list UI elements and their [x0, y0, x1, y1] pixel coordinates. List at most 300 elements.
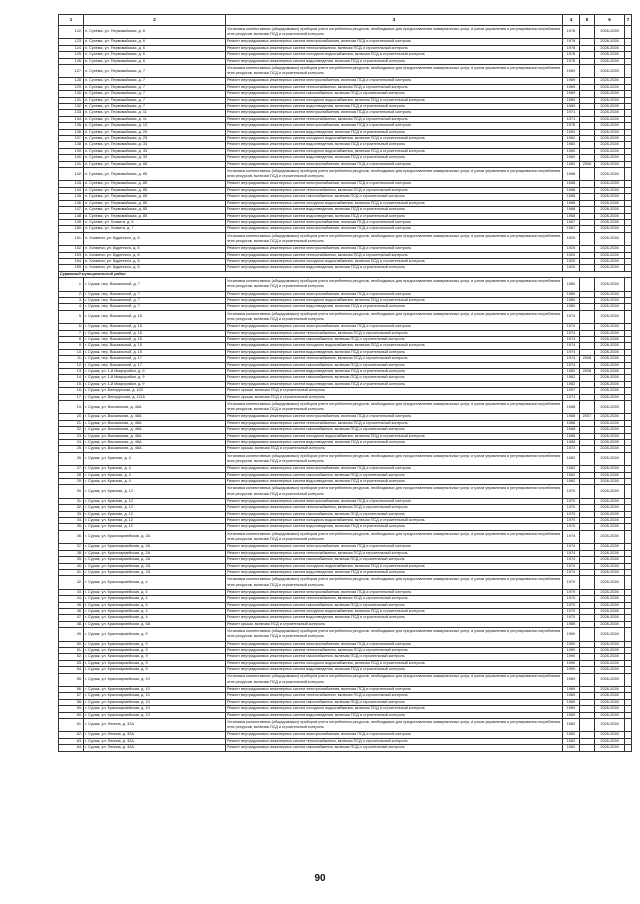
row-planned-period: 2026-2028 — [595, 116, 625, 122]
table-row — [59, 745, 632, 751]
row-address: г. Сураж, ул. Ленина, д. 32А — [84, 738, 226, 744]
row-number: 25. — [59, 446, 84, 452]
row-address: г. Сураж, ул. Красноармейская, д. 9 — [84, 647, 226, 653]
row-last-repair-year — [580, 485, 595, 498]
row-address: г. Сураж, ул. Красноармейская, д. 4 — [84, 602, 226, 608]
row-planned-period: 2026-2028 — [595, 433, 625, 439]
row-number: 142. — [59, 168, 84, 181]
section-title: Суражский муниципальный район — [59, 271, 632, 277]
row-planned-period: 2026-2028 — [595, 505, 625, 511]
table-row — [59, 168, 632, 181]
row-address: г. Сураж, ул. Красноармейская, д. 9 — [84, 641, 226, 647]
row-work-type: Ремонт внутридомовых инженерных систем газоснабжения, включая ПСД и строительный контроль — [226, 557, 563, 563]
row-work-type: Ремонт внутридомовых инженерных систем электроснабжения, включая ПСД и строительный контроль — [226, 544, 563, 550]
row-planned-period: 2026-2028 — [595, 576, 625, 589]
row-address: п. Холмечи, ул. Буденного, д. 6 — [84, 232, 226, 245]
row-commission-year: 1963 — [563, 129, 580, 135]
row-commission-year: 1960 — [563, 155, 580, 161]
row-address: г. Сураж, ул. Красная, д. 12 — [84, 485, 226, 498]
row-number: 136. — [59, 129, 84, 135]
row-planned-period: 2026-2028 — [595, 110, 625, 116]
row-planned-period: 2026-2028 — [595, 330, 625, 336]
row-work-type: Установка коллективных (общедомовых) приборов учета потребления ресурсов, необходимых для предоставления коммунальных услуг, и узлов управления и регулирования потребления этих ресурсов, включая ПСД и строительный контроль — [226, 65, 563, 78]
row-number: 50. — [59, 641, 84, 647]
row-number: 9. — [59, 343, 84, 349]
row-number: 15. — [59, 381, 84, 387]
row-last-repair-year — [580, 310, 595, 323]
row-number: 59. — [59, 706, 84, 712]
row-last-repair-year — [580, 745, 595, 751]
row-address: г. Сураж, ул. Вокзальная, д. 46А — [84, 446, 226, 452]
row-planned-period: 2026-2028 — [595, 78, 625, 84]
row-extra — [625, 530, 632, 543]
row-planned-period: 2026-2028 — [595, 673, 625, 686]
row-number: 141. — [59, 161, 84, 167]
row-address: г. Сураж, ул. Красноармейская, д. 2А — [84, 544, 226, 550]
row-number: 5. — [59, 310, 84, 323]
row-number: 31. — [59, 498, 84, 504]
row-last-repair-year — [580, 232, 595, 245]
row-address: г. Сураж, пер. Вокзальный, д. 15 — [84, 343, 226, 349]
row-commission-year: 1969 — [563, 97, 580, 103]
row-extra — [625, 718, 632, 731]
row-planned-period: 2026-2028 — [595, 628, 625, 641]
row-planned-period: 2026-2028 — [595, 660, 625, 666]
row-number: 135. — [59, 123, 84, 129]
row-planned-period: 2026-2028 — [595, 621, 625, 627]
row-work-type: Ремонт внутридомовых инженерных систем электроснабжения, включая ПСД и строительный контроль — [226, 466, 563, 472]
row-address: г. Сураж, пер. Вокзальный, д. 17 — [84, 356, 226, 362]
row-commission-year: 1978 — [563, 26, 580, 39]
row-number: 2. — [59, 291, 84, 297]
row-commission-year: 1978 — [563, 123, 580, 129]
row-commission-year: 1982 — [563, 375, 580, 381]
row-planned-period: 2026-2028 — [595, 26, 625, 39]
row-work-type: Ремонт внутридомовых инженерных систем водоотведения, включая ПСД и строительный контроль — [226, 155, 563, 161]
row-planned-period: 2026-2028 — [595, 375, 625, 381]
row-number: 14. — [59, 375, 84, 381]
row-commission-year: 1920 — [563, 258, 580, 264]
row-number: 8. — [59, 336, 84, 342]
row-planned-period: 2026-2028 — [595, 530, 625, 543]
table-row — [59, 65, 632, 78]
table-row — [59, 628, 632, 641]
row-commission-year: 1982 — [563, 381, 580, 387]
row-commission-year: 1974 — [563, 356, 580, 362]
row-planned-period: 2026-2028 — [595, 45, 625, 51]
row-planned-period: 2026-2028 — [595, 181, 625, 187]
row-commission-year: 1990 — [563, 667, 580, 673]
row-work-type: Ремонт внутридомовых инженерных систем газоснабжения, включая ПСД и строительный контроль — [226, 699, 563, 705]
row-address: п. Сухема, ул. Первомайская, д. 85 — [84, 181, 226, 187]
row-last-repair-year: 2008 — [580, 356, 595, 362]
row-address: п. Сухема, ул. Первомайская, д. 6 — [84, 26, 226, 39]
row-extra — [625, 452, 632, 465]
row-address: п. Холмечи, ул. Буденного, д. 6 — [84, 265, 226, 271]
row-planned-period: 2026-2028 — [595, 343, 625, 349]
row-address: г. Сураж, ул. Красноармейская, д. 9 — [84, 660, 226, 666]
row-planned-period: 2026-2028 — [595, 732, 625, 738]
row-last-repair-year: 2006 — [580, 161, 595, 167]
row-address: г. Сураж, ул. Красная, д. 12 — [84, 498, 226, 504]
row-last-repair-year: 2007 — [580, 414, 595, 420]
row-address: г. Сураж, ул. Вокзальная, д. 46А — [84, 401, 226, 414]
row-work-type: Ремонт внутридомовых инженерных систем теплоснабжения, включая ПСД и строительный контроль — [226, 647, 563, 653]
row-commission-year: 1971 — [563, 110, 580, 116]
row-address: г. Сураж, ул. Красноармейская, д. 2А — [84, 530, 226, 543]
table-header-row — [59, 15, 632, 26]
row-number: 58. — [59, 699, 84, 705]
row-commission-year: 1970 — [563, 576, 580, 589]
row-planned-period: 2026-2028 — [595, 602, 625, 608]
row-planned-period: 2026-2028 — [595, 58, 625, 64]
table-row — [59, 452, 632, 465]
row-planned-period: 2026-2028 — [595, 381, 625, 387]
row-address: г. Сураж, ул. Красноармейская, д. 9 — [84, 667, 226, 673]
row-commission-year: 1968 — [563, 440, 580, 446]
row-commission-year: 1968 — [563, 213, 580, 219]
row-number: 13. — [59, 369, 84, 375]
row-work-type: Ремонт внутридомовых инженерных систем электроснабжения, включая ПСД и строительный контроль — [226, 291, 563, 297]
row-address: г. Сураж, ул. Красная, д. 4 — [84, 466, 226, 472]
row-number: 49. — [59, 628, 84, 641]
row-commission-year: 1990 — [563, 628, 580, 641]
row-work-type: Ремонт внутридомовых инженерных систем электроснабжения, включая ПСД и строительный контроль — [226, 589, 563, 595]
row-planned-period: 2026-2028 — [595, 84, 625, 90]
row-planned-period: 2026-2028 — [595, 485, 625, 498]
row-work-type: Ремонт крыши, включая ПСД и строительный контроль — [226, 446, 563, 452]
row-planned-period: 2026-2028 — [595, 349, 625, 355]
row-number: 28. — [59, 472, 84, 478]
row-work-type: Ремонт внутридомовых инженерных систем теплоснабжения, включая ПСД и строительный контроль — [226, 550, 563, 556]
row-planned-period: 2026-2028 — [595, 452, 625, 465]
row-commission-year: 1974 — [563, 544, 580, 550]
row-planned-period: 2026-2028 — [595, 667, 625, 673]
row-work-type: Ремонт внутридомовых инженерных систем водоотведения, включая ПСД и строительный контроль — [226, 304, 563, 310]
row-extra — [625, 485, 632, 498]
row-commission-year: 1967 — [563, 226, 580, 232]
row-work-type: Установка коллективных (общедомовых) приборов учета потребления ресурсов, необходимых для предоставления коммунальных услуг, и узлов управления и регулирования потребления этих ресурсов, включая ПСД и строительный контроль — [226, 485, 563, 498]
row-work-type: Ремонт внутридомовых инженерных систем холодного водоснабжения, включая ПСД и строительный контроль — [226, 433, 563, 439]
row-planned-period: 2026-2028 — [595, 297, 625, 303]
row-last-repair-year — [580, 576, 595, 589]
row-planned-period: 2026-2028 — [595, 168, 625, 181]
row-extra — [625, 745, 632, 751]
row-extra — [625, 168, 632, 181]
row-number: 150. — [59, 226, 84, 232]
row-last-repair-year — [580, 452, 595, 465]
row-last-repair-year — [580, 65, 595, 78]
row-commission-year: 1967 — [563, 219, 580, 225]
row-work-type: Ремонт внутридомовых инженерных систем водоотведения, включая ПСД и строительный контроль — [226, 58, 563, 64]
row-last-repair-year — [580, 673, 595, 686]
row-last-repair-year — [580, 401, 595, 414]
row-work-type: Установка коллективных (общедомовых) приборов учета потребления ресурсов, необходимых для предоставления коммунальных услуг, и узлов управления и регулирования потребления этих ресурсов, включая ПСД и строительный контроль — [226, 530, 563, 543]
row-extra — [625, 26, 632, 39]
row-commission-year: 1969 — [563, 84, 580, 90]
row-address: г. Сураж, ул. Вокзальная, д. 46А — [84, 427, 226, 433]
row-work-type: Ремонт внутридомовых инженерных систем газоснабжения, включая ПСД и строительный контроль — [226, 91, 563, 97]
row-work-type: Ремонт внутридомовых инженерных систем водоотведения, включая ПСД и строительный контроль — [226, 207, 563, 213]
row-work-type: Ремонт внутридомовых инженерных систем теплоснабжения, включая ПСД и строительный контроль — [226, 252, 563, 258]
row-address: п. Сухема, ул. Первомайская, д. 7 — [84, 97, 226, 103]
row-number: 140. — [59, 155, 84, 161]
row-address: п. Сухема, ул. Первомайская, д. 6 — [84, 45, 226, 51]
row-planned-period: 2026-2028 — [595, 745, 625, 751]
row-planned-period: 2026-2028 — [595, 291, 625, 297]
row-planned-period: 2026-2028 — [595, 161, 625, 167]
row-planned-period: 2026-2028 — [595, 388, 625, 394]
row-work-type: Ремонт внутридомовых инженерных систем электроснабжения, включая ПСД и строительный контроль — [226, 414, 563, 420]
row-work-type: Ремонт внутридомовых инженерных систем водоотведения, включая ПСД и строительный контроль — [226, 615, 563, 621]
row-planned-period: 2026-2028 — [595, 596, 625, 602]
row-planned-period: 2026-2028 — [595, 65, 625, 78]
row-planned-period: 2026-2028 — [595, 356, 625, 362]
row-work-type: Ремонт внутридомовых инженерных систем электроснабжения, включая ПСД и строительный контроль — [226, 161, 563, 167]
row-address: п. Сухема, ул. Первомайская, д. 6 — [84, 39, 226, 45]
row-planned-period: 2026-2028 — [595, 104, 625, 110]
row-commission-year: 1960 — [563, 142, 580, 148]
row-commission-year: 1972 — [563, 446, 580, 452]
row-planned-period: 2026-2028 — [595, 129, 625, 135]
row-number: 133. — [59, 110, 84, 116]
row-number: 20. — [59, 414, 84, 420]
row-commission-year: 1969 — [563, 712, 580, 718]
row-address: п. Сухема, ул. Первомайская, д. 7 — [84, 78, 226, 84]
row-number: 26. — [59, 452, 84, 465]
row-number: 22. — [59, 427, 84, 433]
row-commission-year: 1974 — [563, 563, 580, 569]
row-address: п. Сухема, ул. Хозвита, д. 5 — [84, 219, 226, 225]
row-planned-period: 2026-2028 — [595, 569, 625, 575]
row-number: 124. — [59, 45, 84, 51]
row-number: 42. — [59, 576, 84, 589]
row-planned-period: 2026-2028 — [595, 466, 625, 472]
row-work-type: Ремонт внутридомовых инженерных систем электроснабжения, включая ПСД и строительный контроль — [226, 78, 563, 84]
row-address: п. Сухема, ул. Хозвита, д. 7 — [84, 226, 226, 232]
row-last-repair-year — [580, 628, 595, 641]
row-number: 56. — [59, 686, 84, 692]
row-number: 10. — [59, 349, 84, 355]
row-planned-period: 2026-2028 — [595, 641, 625, 647]
row-address: п. Сухема, ул. Первомайская, д. 33 — [84, 142, 226, 148]
row-extra — [625, 401, 632, 414]
row-address: г. Сураж, ул. Вокзальная, д. 46А — [84, 433, 226, 439]
row-address: г. Сураж, ул. Красноармейская, д. 10 — [84, 712, 226, 718]
row-number: 153. — [59, 252, 84, 258]
row-address: п. Сухема, ул. Первомайская, д. 7 — [84, 91, 226, 97]
row-work-type: Ремонт внутридомовых инженерных систем теплоснабжения, включая ПСД и строительный контроль — [226, 187, 563, 193]
row-number: 138. — [59, 142, 84, 148]
row-address: п. Сухема, ул. Первомайская, д. 6 — [84, 52, 226, 58]
page-number: 90 — [314, 873, 326, 884]
row-number: 40. — [59, 563, 84, 569]
row-commission-year: 1962 — [563, 479, 580, 485]
row-work-type: Ремонт внутридомовых инженерных систем водоотведения, включая ПСД и строительный контроль — [226, 213, 563, 219]
row-address: п. Холмечи, ул. Буденного, д. 6 — [84, 258, 226, 264]
row-work-type: Ремонт внутридомовых инженерных систем электроснабжения, включая ПСД и строительный контроль — [226, 324, 563, 330]
row-number: 21. — [59, 420, 84, 426]
row-work-type: Ремонт внутридомовых инженерных систем теплоснабжения, включая ПСД и строительный контроль — [226, 505, 563, 511]
header-cell-5: 5 — [580, 15, 595, 26]
row-work-type: Ремонт внутридомовых инженерных систем электроснабжения, включая ПСД и строительный контроль — [226, 181, 563, 187]
row-commission-year: 1974 — [563, 310, 580, 323]
row-last-repair-year: 2008 — [580, 369, 595, 375]
row-work-type: Ремонт внутридомовых инженерных систем теплоснабжения, включая ПСД и строительный контроль — [226, 420, 563, 426]
row-number: 130. — [59, 91, 84, 97]
row-planned-period: 2026-2028 — [595, 479, 625, 485]
row-number: 129. — [59, 84, 84, 90]
row-work-type: Ремонт крыши, включая ПСД и строительный контроль — [226, 621, 563, 627]
row-commission-year: 1970 — [563, 485, 580, 498]
row-work-type: Ремонт внутридомовых инженерных систем холодного водоснабжения, включая ПСД и строительный контроль — [226, 608, 563, 614]
row-commission-year: 1990 — [563, 641, 580, 647]
header-cell-3: 3 — [226, 15, 563, 26]
row-commission-year: 1997 — [563, 388, 580, 394]
table-row — [59, 485, 632, 498]
row-planned-period: 2026-2028 — [595, 194, 625, 200]
row-number: 123. — [59, 39, 84, 45]
row-planned-period: 2026-2028 — [595, 550, 625, 556]
row-work-type: Ремонт внутридомовых инженерных систем теплоснабжения, включая ПСД и строительный контроль — [226, 84, 563, 90]
row-commission-year: 1974 — [563, 557, 580, 563]
table-row — [59, 401, 632, 414]
row-number: 139. — [59, 148, 84, 154]
row-work-type: Ремонт внутридомовых инженерных систем газоснабжения, включая ПСД и строительный контроль — [226, 511, 563, 517]
row-planned-period: 2026-2028 — [595, 252, 625, 258]
row-work-type: Ремонт внутридомовых инженерных систем теплоснабжения, включая ПСД и строительный контроль — [226, 356, 563, 362]
row-commission-year: 1968 — [563, 168, 580, 181]
row-number: 16. — [59, 388, 84, 394]
table-body — [59, 26, 632, 752]
row-commission-year: 1969 — [563, 91, 580, 97]
row-work-type: Ремонт внутридомовых инженерных систем электроснабжения, включая ПСД и строительный контроль — [226, 219, 563, 225]
row-commission-year: 1970 — [563, 498, 580, 504]
row-commission-year: 1974 — [563, 330, 580, 336]
row-commission-year: 1969 — [563, 104, 580, 110]
row-work-type: Ремонт внутридомовых инженерных систем электроснабжения, включая ПСД и строительный контроль — [226, 498, 563, 504]
row-number: 147. — [59, 207, 84, 213]
row-number: 30. — [59, 485, 84, 498]
row-address: г. Сураж, ул. Вокзальная, д. 46А — [84, 420, 226, 426]
row-number: 55. — [59, 673, 84, 686]
row-planned-period: 2026-2028 — [595, 394, 625, 400]
row-number: 148. — [59, 213, 84, 219]
row-commission-year: 1968 — [563, 401, 580, 414]
row-number: 122. — [59, 26, 84, 39]
row-address: г. Сураж, пер. Вокзальный, д. 17 — [84, 362, 226, 368]
row-address: п. Сухема, ул. Первомайская, д. 7 — [84, 104, 226, 110]
row-planned-period: 2026-2028 — [595, 148, 625, 154]
row-commission-year: 1960 — [563, 291, 580, 297]
row-work-type: Ремонт внутридомовых инженерных систем электроснабжения, включая ПСД и строительный контроль — [226, 732, 563, 738]
row-address: п. Сухема, ул. Первомайская, д. 13 — [84, 123, 226, 129]
row-work-type: Ремонт внутридомовых инженерных систем водоотведения, включая ПСД и строительный контроль — [226, 479, 563, 485]
row-commission-year: 1969 — [563, 686, 580, 692]
row-number: 3. — [59, 297, 84, 303]
table-row — [59, 310, 632, 323]
row-number: 38. — [59, 550, 84, 556]
row-number: 45. — [59, 602, 84, 608]
row-commission-year: 1974 — [563, 324, 580, 330]
row-commission-year: 1970 — [563, 518, 580, 524]
row-planned-period: 2026-2028 — [595, 207, 625, 213]
row-work-type: Ремонт внутридомовых инженерных систем водоотведения, включая ПСД и строительный контроль — [226, 265, 563, 271]
row-planned-period: 2026-2028 — [595, 142, 625, 148]
header-cell-1: 1 — [59, 15, 84, 26]
row-commission-year: 1968 — [563, 200, 580, 206]
row-commission-year: 1968 — [563, 420, 580, 426]
row-work-type: Ремонт внутридомовых инженерных систем водоотведения, включая ПСД и строительный контроль — [226, 524, 563, 530]
row-work-type: Ремонт внутридомовых инженерных систем водоотведения, включая ПСД и строительный контроль — [226, 381, 563, 387]
row-commission-year: 1974 — [563, 569, 580, 575]
row-number: 41. — [59, 569, 84, 575]
row-commission-year: 1978 — [563, 45, 580, 51]
row-commission-year: 1968 — [563, 181, 580, 187]
row-address: г. Сураж, ул. Красноармейская, д. 4 — [84, 589, 226, 595]
row-number: 143. — [59, 181, 84, 187]
row-planned-period: 2026-2028 — [595, 324, 625, 330]
row-commission-year: 1969 — [563, 699, 580, 705]
row-address: п. Сухема, ул. Первомайская, д. 7 — [84, 65, 226, 78]
row-work-type: Установка коллективных (общедомовых) приборов учета потребления ресурсов, необходимых для предоставления коммунальных услуг, и узлов управления и регулирования потребления этих ресурсов, включая ПСД и строительный контроль — [226, 452, 563, 465]
row-planned-period: 2026-2028 — [595, 401, 625, 414]
row-planned-period: 2026-2028 — [595, 39, 625, 45]
row-planned-period: 2026-2028 — [595, 278, 625, 291]
row-number: 60. — [59, 712, 84, 718]
row-commission-year: 1960 — [563, 304, 580, 310]
row-work-type: Ремонт внутридомовых инженерных систем водоотведения, включая ПСД и строительный контроль — [226, 667, 563, 673]
row-number: 61. — [59, 718, 84, 731]
row-number: 126. — [59, 58, 84, 64]
row-planned-period: 2026-2028 — [595, 265, 625, 271]
row-work-type: Установка коллективных (общедомовых) приборов учета потребления ресурсов, необходимых для предоставления коммунальных услуг, и узлов управления и регулирования потребления этих ресурсов, включая ПСД и строительный контроль — [226, 26, 563, 39]
row-work-type: Ремонт внутридомовых инженерных систем газоснабжения, включая ПСД и строительный контроль — [226, 602, 563, 608]
row-number: 47. — [59, 615, 84, 621]
row-number: 36. — [59, 530, 84, 543]
row-number: 48. — [59, 621, 84, 627]
row-number: 32. — [59, 505, 84, 511]
row-number: 52. — [59, 654, 84, 660]
row-address: г. Сураж, ул. Красноармейская, д. 5А — [84, 621, 226, 627]
row-commission-year: 1962 — [563, 738, 580, 744]
row-planned-period: 2026-2028 — [595, 91, 625, 97]
row-number: 53. — [59, 660, 84, 666]
row-address: г. Сураж, ул. 1-й Микрорайон, д. 9 — [84, 369, 226, 375]
row-number: 152. — [59, 246, 84, 252]
row-planned-period: 2026-2028 — [595, 615, 625, 621]
row-address: г. Сураж, ул. Красноармейская, д. 10 — [84, 673, 226, 686]
row-planned-period: 2026-2028 — [595, 498, 625, 504]
row-address: г. Сураж, ул. Вокзальная, д. 46А — [84, 440, 226, 446]
row-address: п. Сухема, ул. Первомайская, д. 85 — [84, 187, 226, 193]
row-commission-year: 1969 — [563, 673, 580, 686]
row-commission-year: 1962 — [563, 472, 580, 478]
row-work-type: Ремонт внутридомовых инженерных систем электроснабжения, включая ПСД и строительный контроль — [226, 246, 563, 252]
row-number: 127. — [59, 65, 84, 78]
row-number: 1. — [59, 278, 84, 291]
row-planned-period: 2026-2028 — [595, 369, 625, 375]
row-planned-period: 2026-2028 — [595, 52, 625, 58]
row-address: г. Сураж, ул. Красноармейская, д. 2А — [84, 563, 226, 569]
row-commission-year: 1974 — [563, 349, 580, 355]
row-work-type: Ремонт внутридомовых инженерных систем электроснабжения, включая ПСД и строительный контроль — [226, 686, 563, 692]
row-number: 27. — [59, 466, 84, 472]
row-work-type: Установка коллективных (общедомовых) приборов учета потребления ресурсов, необходимых для предоставления коммунальных услуг, и узлов управления и регулирования потребления этих ресурсов, включая ПСД и строительный контроль — [226, 401, 563, 414]
row-commission-year: 1968 — [563, 187, 580, 193]
row-work-type: Ремонт крыши, включая ПСД и строительный контроль — [226, 388, 563, 394]
row-planned-period: 2026-2028 — [595, 544, 625, 550]
